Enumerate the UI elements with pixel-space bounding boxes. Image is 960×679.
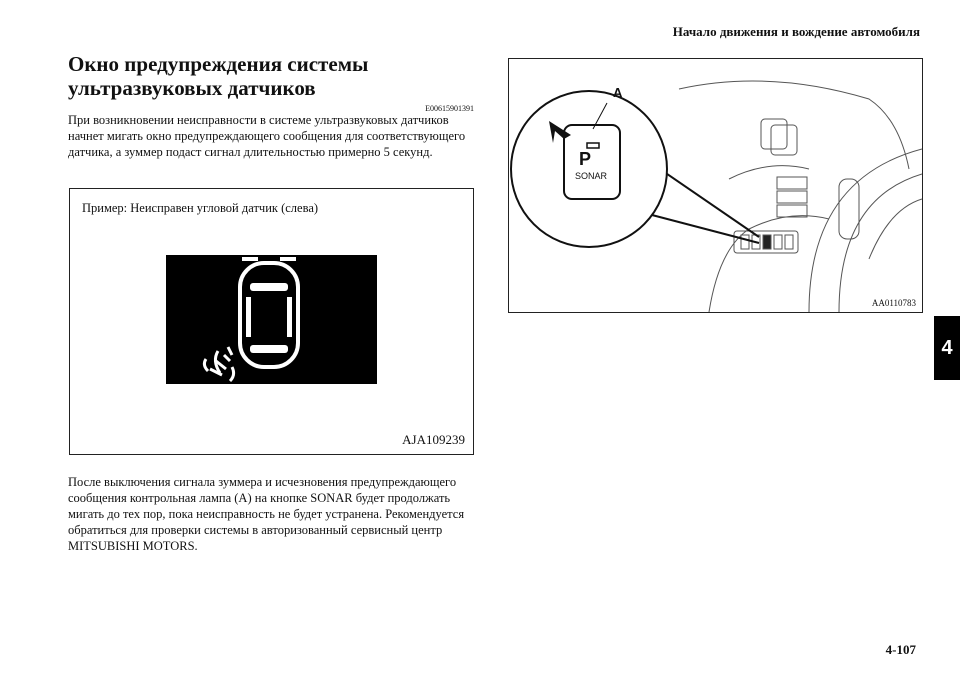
running-header: Начало движения и вождение автомобиля (672, 24, 920, 39)
page-number: 4-107 (885, 642, 916, 657)
sensor-warning-display (166, 255, 377, 384)
dashboard-sonar-illustration (509, 59, 922, 312)
after-paragraph: После выключения сигнала зуммера и исчезновения предупреждающего сообщения контрольная лампа (А) на кнопке SONAR будет продолжать мигать до тех пор, пока неисправность не будет устранена. Рекомендуется обратиться для проверки системы в авторизованный сервисный центр MITSUBISHI MOTORS. (68, 475, 465, 553)
sonar-button-letter: P (579, 149, 592, 169)
section-title: Окно предупреждения системы ультразвуковых датчиков (68, 52, 369, 100)
photo-id: AA0110783 (871, 298, 916, 308)
figure-id: AJA109239 (402, 432, 465, 447)
faulty-sensor-icon (204, 347, 233, 381)
sonar-button-label: SONAR (575, 171, 608, 181)
section-code: E00615901391 (425, 104, 474, 113)
intro-paragraph: При возникновении неисправности в системе ультразвуковых датчиков начнет мигать окно предупреждающего сообщения для соответствующего датчика, а зуммер подаст сигнал длительностью примерно 5 секунд. (68, 113, 466, 159)
dashboard-illustration (508, 58, 923, 313)
warning-display-figure (69, 188, 474, 455)
figure-caption: Пример: Неисправен угловой датчик (слева) (82, 201, 319, 215)
label-a: A (613, 85, 623, 100)
car-top-view-icon (166, 255, 377, 384)
chapter-tab: 4 (934, 316, 960, 380)
